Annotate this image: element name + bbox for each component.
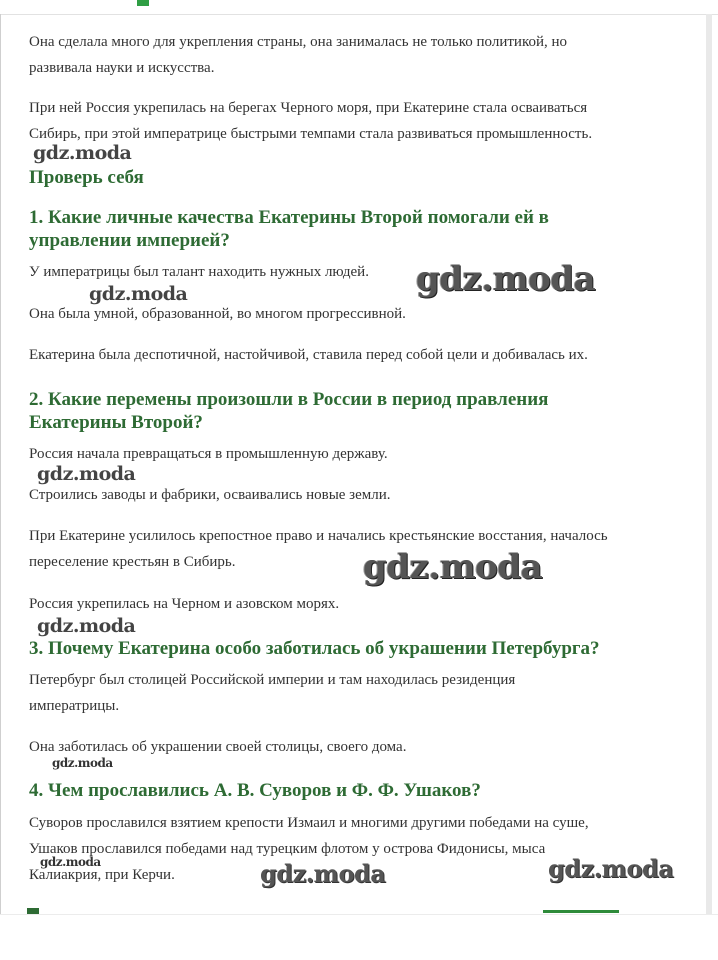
watermark: gdz.moda xyxy=(37,463,136,485)
question-heading: Екатерины Второй? xyxy=(29,412,203,433)
section-heading: Проверь себя xyxy=(29,167,144,188)
answer-line: Ушаков прославился победами над турецким флотом у острова Фидонисы, мыса xyxy=(29,841,546,857)
accent-underline xyxy=(543,910,619,913)
paragraph-line: развивала науки и искусства. xyxy=(29,60,215,76)
answer-line: Петербург был столицей Российской империи и там находилась резиденция xyxy=(29,672,516,688)
watermark: gdz.moda xyxy=(52,756,113,770)
watermark: gdz.moda xyxy=(89,283,188,305)
answer-line: Она была умной, образованной, во многом прогрессивной. xyxy=(29,306,406,322)
answer-line: Калиакрия, при Керчи. xyxy=(29,867,175,883)
green-square-icon xyxy=(137,0,149,6)
paragraph-line: При ней Россия укрепилась на берегах Черного моря, при Екатерине стала осваиваться xyxy=(29,100,588,116)
answer-line: Россия укрепилась на Черном и азовском морях. xyxy=(29,596,340,612)
watermark: gdz.moda xyxy=(416,259,596,299)
question-heading: 1. Какие личные качества Екатерины Второй помогали ей в xyxy=(29,207,549,228)
answer-line: Суворов прославился взятием крепости Измаил и многими другими победами на суше, xyxy=(29,815,589,831)
watermark: gdz.moda xyxy=(260,859,386,888)
answer-line: Она заботилась об украшении своей столицы, своего дома. xyxy=(29,739,407,755)
cut-off-next-question xyxy=(27,904,667,914)
watermark: gdz.moda xyxy=(33,142,132,164)
answer-line: При Екатерине усилилось крепостное право и начались крестьянские восстания, началось xyxy=(29,528,608,544)
paragraph-line: Она сделала много для укрепления страны, она занималась не только политикой, но xyxy=(29,34,568,50)
answer-line: императрицы. xyxy=(29,698,120,714)
watermark: gdz.moda xyxy=(40,855,101,869)
answer-line: Екатерина была деспотичной, настойчивой, ставила перед собой цели и добивалась их. xyxy=(29,347,588,363)
question-heading: 4. Чем прославились А. В. Суворов и Ф. Ф. Ушаков? xyxy=(29,780,481,801)
bottom-band xyxy=(0,914,718,960)
answer-line: У императрицы был талант находить нужных людей. xyxy=(29,264,369,280)
top-strip xyxy=(0,0,718,15)
question-heading: 3. Почему Екатерина особо заботилась об украшении Петербурга? xyxy=(29,638,600,659)
answer-line: Россия начала превращаться в промышленную державу. xyxy=(29,446,388,462)
question-heading: 2. Какие перемены произошли в России в период правления xyxy=(29,389,549,410)
question-heading: управлении империей? xyxy=(29,230,230,251)
answer-line: Строились заводы и фабрики, осваивались новые земли. xyxy=(29,487,391,503)
watermark: gdz.moda xyxy=(363,547,543,587)
watermark: gdz.moda xyxy=(548,854,674,883)
watermark: gdz.moda xyxy=(37,615,136,637)
answer-line: переселение крестьян в Сибирь. xyxy=(29,554,236,570)
paragraph-line: Сибирь, при этой императрице быстрыми темпами стала развиваться промышленность. xyxy=(29,126,593,142)
